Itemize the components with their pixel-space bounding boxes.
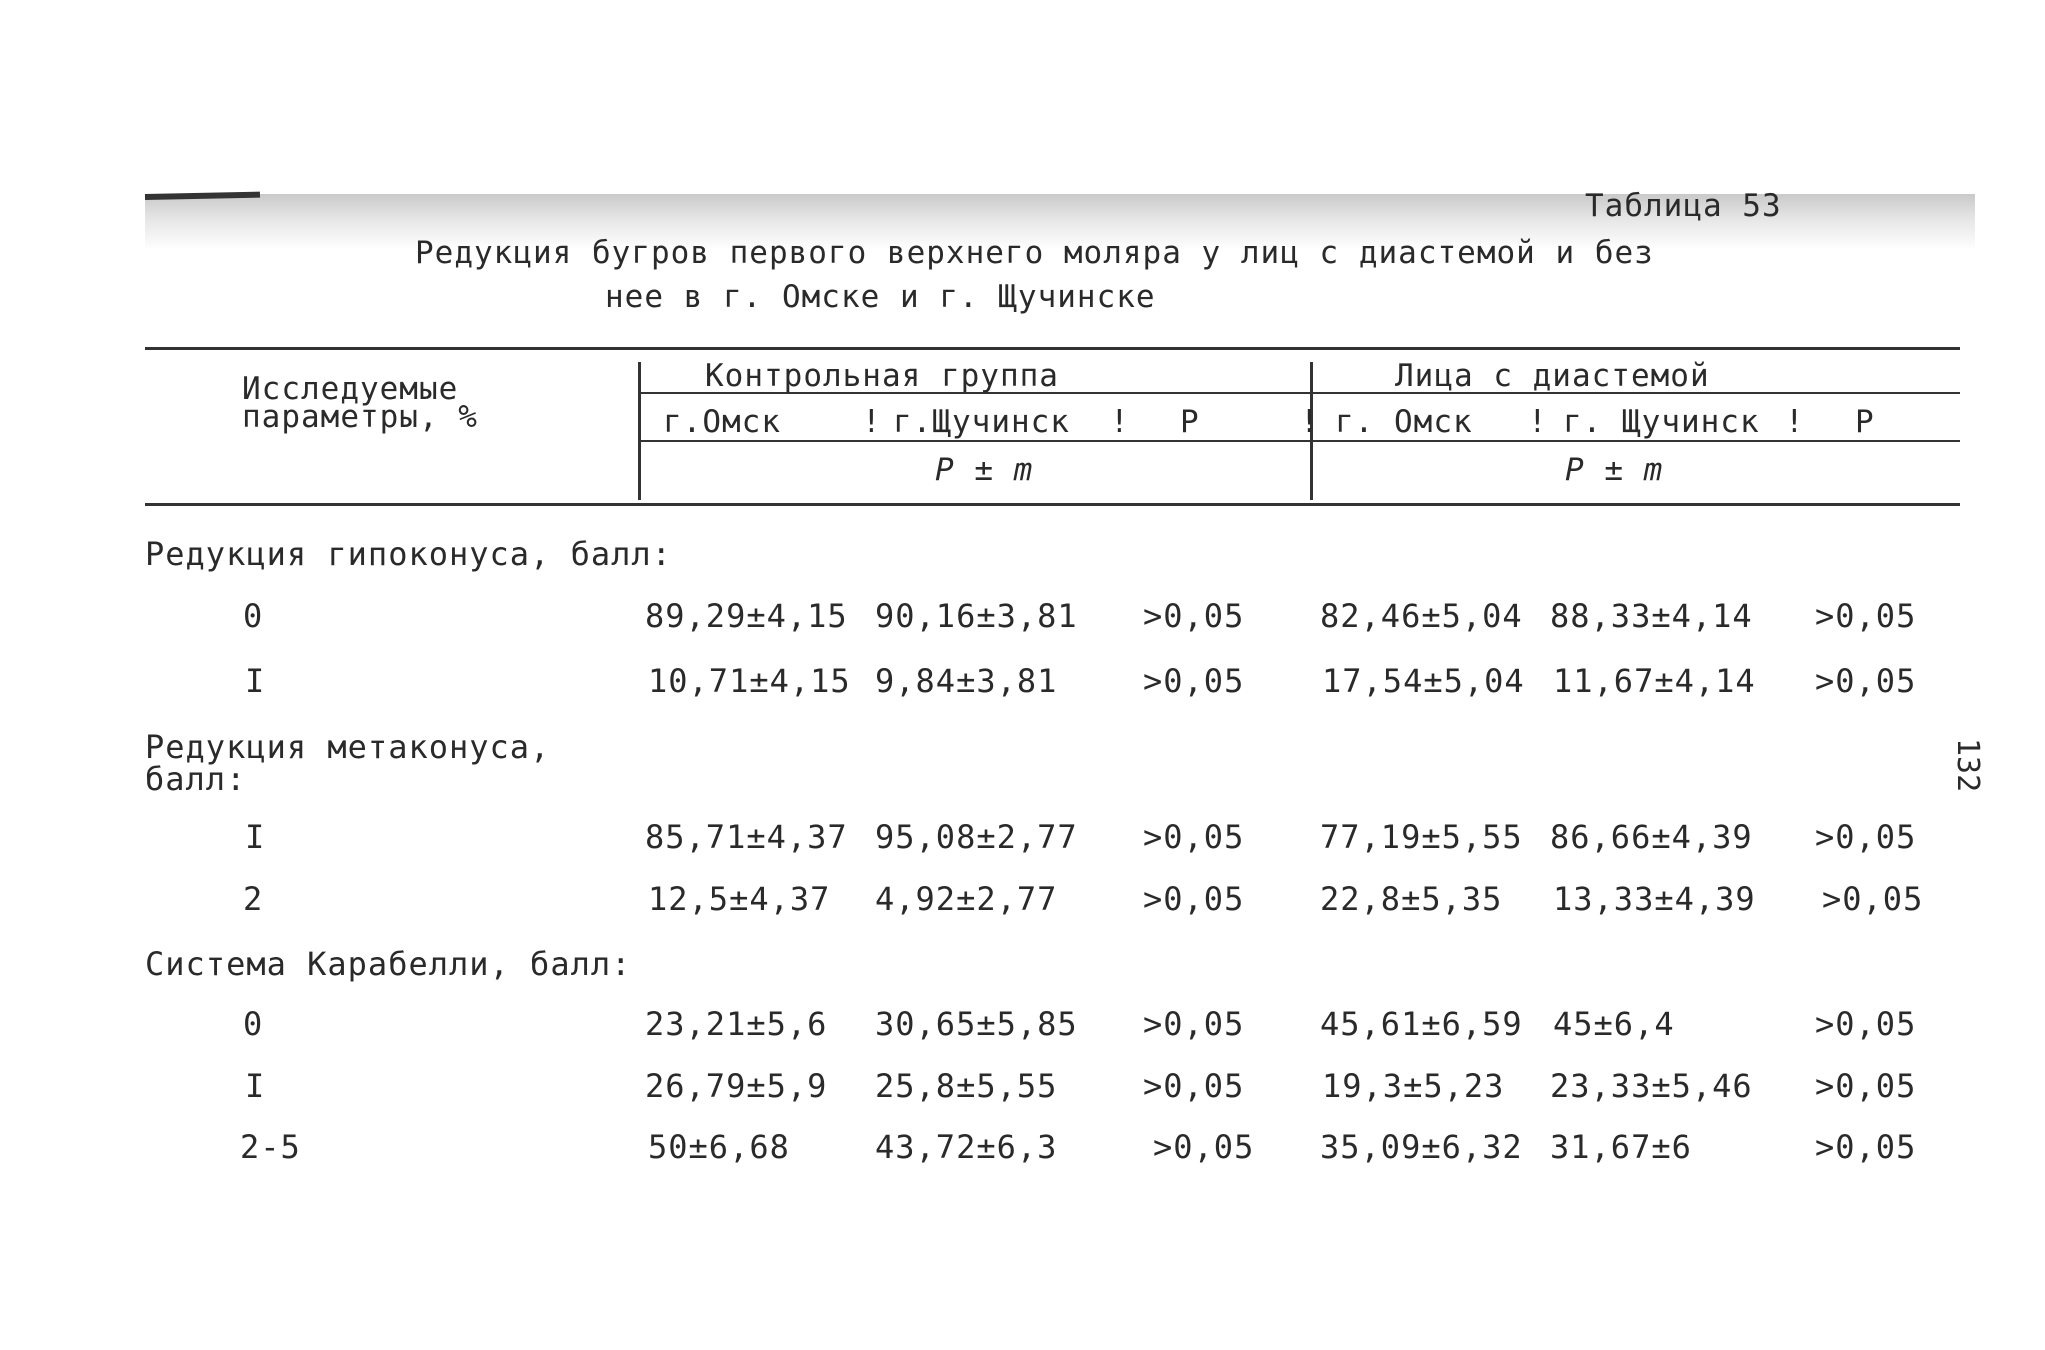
section-title-carabelli: Система Карабелли, балл: <box>145 945 632 983</box>
cell-omsk-2: 77,19±5,55 <box>1320 818 1523 856</box>
cell-omsk-2: 35,09±6,32 <box>1320 1128 1523 1166</box>
col-header-p-2: Р <box>1855 404 1875 440</box>
cell-p: >0,05 <box>1143 880 1245 918</box>
cell-omsk: 10,71±4,15 <box>648 662 851 700</box>
page-number: 132 <box>1950 738 1985 793</box>
cell-omsk: 23,21±5,6 <box>645 1005 828 1043</box>
row-level: I <box>245 662 266 700</box>
cell-p-2: >0,05 <box>1815 1005 1917 1043</box>
cell-omsk-2: 45,61±6,59 <box>1320 1005 1523 1043</box>
cell-omsk-2: 19,3±5,23 <box>1322 1067 1505 1105</box>
cell-p-2: >0,05 <box>1815 818 1917 856</box>
table-number: Таблица 53 <box>1585 188 1782 224</box>
cell-omsk: 26,79±5,9 <box>645 1067 828 1105</box>
section-title-metacone-line2: балл: <box>145 760 247 798</box>
cell-omsk: 50±6,68 <box>648 1128 790 1166</box>
subheader-underline-rule <box>640 440 1960 442</box>
cell-shchuchinsk-2: 86,66±4,39 <box>1550 818 1753 856</box>
section-title-metacone: Редукция метаконуса, <box>145 728 551 766</box>
col-header-shchuchinsk-2: г. Щучинск <box>1563 404 1760 440</box>
cell-p: >0,05 <box>1143 1067 1245 1105</box>
cell-shchuchinsk: 9,84±3,81 <box>875 662 1058 700</box>
row-level: 2 <box>243 880 264 918</box>
col-separator: ! <box>1528 404 1548 440</box>
table-title-line2: нее в г. Омске и г. Щучинске <box>605 279 1156 315</box>
cell-shchuchinsk-2: 45±6,4 <box>1553 1005 1675 1043</box>
cell-shchuchinsk: 30,65±5,85 <box>875 1005 1078 1043</box>
cell-shchuchinsk-2: 13,33±4,39 <box>1553 880 1756 918</box>
cell-p: >0,05 <box>1143 818 1245 856</box>
subheader-p-pm-right: Р ± m <box>1565 452 1664 488</box>
cell-omsk: 85,71±4,37 <box>645 818 848 856</box>
cell-p-2: >0,05 <box>1822 880 1924 918</box>
diastema-group-header: Лица с диастемой <box>1395 358 1710 394</box>
cell-omsk: 89,29±4,15 <box>645 597 848 635</box>
col-header-omsk-2: г. Омск <box>1335 404 1473 440</box>
params-column-divider <box>638 362 641 500</box>
col-separator: ! <box>1785 404 1805 440</box>
cell-p-2: >0,05 <box>1815 597 1917 635</box>
subheader-p-pm-left: Р ± m <box>935 452 1034 488</box>
col-separator: ! <box>1110 404 1130 440</box>
cell-p: >0,05 <box>1153 1128 1255 1166</box>
row-level: 2-5 <box>240 1128 301 1166</box>
table-top-rule <box>145 347 1960 350</box>
cell-p-2: >0,05 <box>1815 1067 1917 1105</box>
cell-shchuchinsk-2: 88,33±4,14 <box>1550 597 1753 635</box>
row-level: 0 <box>243 1005 264 1043</box>
col-header-p: Р <box>1180 404 1200 440</box>
cell-shchuchinsk-2: 23,33±5,46 <box>1550 1067 1753 1105</box>
row-level: 0 <box>243 597 264 635</box>
cell-omsk-2: 17,54±5,04 <box>1322 662 1525 700</box>
cell-omsk-2: 22,8±5,35 <box>1320 880 1503 918</box>
params-header: Исследуемые параметры, % <box>242 371 478 435</box>
header-bottom-rule <box>145 503 1960 506</box>
cell-shchuchinsk: 4,92±2,77 <box>875 880 1058 918</box>
cell-p-2: >0,05 <box>1815 662 1917 700</box>
row-level: I <box>245 1067 266 1105</box>
cell-omsk-2: 82,46±5,04 <box>1320 597 1523 635</box>
cell-omsk: 12,5±4,37 <box>648 880 831 918</box>
col-header-shchuchinsk: г.Щучинск <box>893 404 1070 440</box>
col-separator: ! <box>862 404 882 440</box>
table-title-line1: Редукция бугров первого верхнего моляра у лиц с диастемой и без <box>415 235 1654 271</box>
row-level: I <box>245 818 266 856</box>
cell-p: >0,05 <box>1143 1005 1245 1043</box>
cell-shchuchinsk-2: 31,67±6 <box>1550 1128 1692 1166</box>
cell-shchuchinsk: 90,16±3,81 <box>875 597 1078 635</box>
col-separator: ! <box>1300 404 1320 440</box>
control-group-header: Контрольная группа <box>705 358 1059 394</box>
cell-shchuchinsk: 43,72±6,3 <box>875 1128 1058 1166</box>
cell-shchuchinsk-2: 11,67±4,14 <box>1553 662 1756 700</box>
cell-shchuchinsk: 95,08±2,77 <box>875 818 1078 856</box>
section-title-hypocone: Редукция гипоконуса, балл: <box>145 535 672 573</box>
cell-p: >0,05 <box>1143 597 1245 635</box>
cell-shchuchinsk: 25,8±5,55 <box>875 1067 1058 1105</box>
col-header-omsk: г.Омск <box>663 404 781 440</box>
cell-p: >0,05 <box>1143 662 1245 700</box>
cell-p-2: >0,05 <box>1815 1128 1917 1166</box>
